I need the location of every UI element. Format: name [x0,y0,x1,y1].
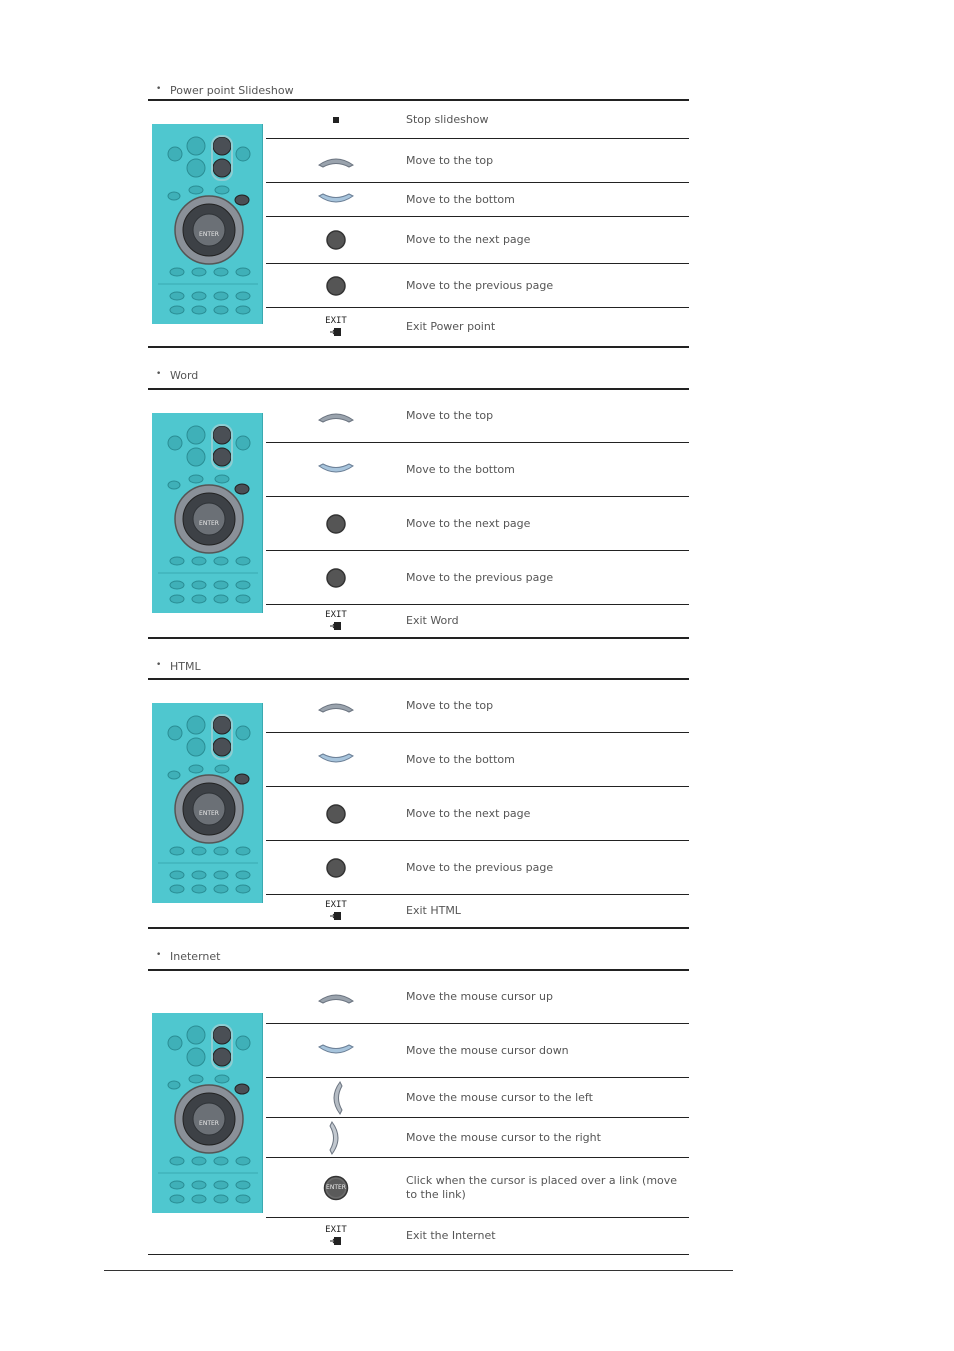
up-arrow-button-icon [306,680,366,732]
round-button-icon [306,787,366,840]
remote-drawing [152,1013,262,1213]
row-description: Move the mouse cursor down [406,1043,569,1057]
row-description: Stop slideshow [406,112,489,126]
row-description: Click when the cursor is placed over a link (move to the link) [406,1173,678,1201]
table-row [266,1078,689,1118]
page-footer-rule [104,1270,733,1271]
table-row [266,264,689,308]
table-row [266,139,689,183]
svg-text:ENTER: ENTER [199,810,219,817]
round-button-icon [306,264,366,307]
exit-icon [306,605,366,637]
svg-text:ENTER: ENTER [199,520,219,527]
exit-label: EXIT [325,316,347,326]
table-row [266,895,689,927]
down-arrow-button-icon [306,443,366,496]
down-arrow-button-icon [306,183,366,216]
row-description: Move to the bottom [406,752,515,766]
row-description: Move to the next page [406,233,531,246]
row-description: Exit Word [406,614,459,627]
table-row [266,841,689,895]
row-description: Move the mouse cursor to the right [406,1130,601,1144]
section-bottom-rule [148,346,689,348]
table-row [266,308,689,346]
section-bottom-rule [148,1254,689,1255]
remote-control-image [152,413,263,613]
table-row [266,390,689,443]
exit-label: EXIT [325,1225,347,1235]
table-row [266,497,689,551]
round-button-icon [306,497,366,550]
remote-control-image [152,1013,263,1213]
table-row [266,1218,689,1254]
table-row [266,443,689,497]
section-html [148,656,689,931]
row-description: Move to the previous page [406,860,554,874]
enter-label: ENTER [326,1183,346,1191]
row-description: Move to the top [406,153,494,167]
section-title: • Word [170,369,198,382]
down-arrow-button-icon [306,733,366,786]
row-description: Move to the bottom [406,462,515,476]
table-row [266,680,689,733]
stop-icon [306,101,366,138]
section-word [148,365,689,640]
section-internet [148,946,689,1258]
svg-text:ENTER: ENTER [199,1120,219,1127]
down-arrow-button-icon [306,1024,366,1077]
table-row [266,101,689,139]
row-description: Move to the top [406,409,494,422]
row-description: Move to the bottom [406,192,515,206]
table-row [266,183,689,217]
table-row [266,605,689,637]
remote-drawing [152,124,262,324]
up-arrow-button-icon [306,390,366,442]
enter-button-icon [306,1158,366,1217]
row-description: Move the mouse cursor up [406,990,553,1003]
up-arrow-button-icon [306,139,366,182]
row-description: Move to the previous page [406,570,554,584]
exit-label: EXIT [325,610,347,620]
round-button-icon [306,551,366,604]
section-title: • Ineternet [170,950,220,963]
row-description: Move to the next page [406,516,531,530]
exit-icon [306,1218,366,1254]
exit-icon [306,308,366,346]
remote-control-image [152,703,263,903]
row-description: Exit Power point [406,320,496,333]
table-row [266,551,689,605]
table-row [266,787,689,841]
row-description: Move the mouse cursor to the left [406,1090,593,1104]
table-row [266,1118,689,1158]
section-bottom-rule [148,637,689,639]
exit-icon [306,895,366,927]
round-button-icon [306,217,366,263]
table-row [266,1158,689,1218]
table-row [266,217,689,264]
row-description: Exit the Internet [406,1229,496,1242]
table-row [266,733,689,787]
section-powerpoint [148,80,689,350]
remote-drawing [152,413,262,613]
exit-label: EXIT [325,900,347,910]
row-description: Move to the top [406,699,494,712]
remote-control-image [152,124,263,324]
section-title: • Power point Slideshow [170,84,294,97]
section-title: • HTML [170,660,201,673]
up-arrow-button-icon [306,971,366,1023]
row-description: Move to the next page [406,806,531,820]
round-button-icon [306,841,366,894]
remote-drawing [152,703,262,903]
section-bottom-rule [148,927,689,929]
left-arrow-button-icon [306,1078,366,1117]
right-arrow-button-icon [306,1118,366,1157]
table-row [266,971,689,1024]
row-description: Move to the previous page [406,278,554,292]
svg-text:ENTER: ENTER [199,231,219,238]
row-description: Exit HTML [406,904,461,917]
table-row [266,1024,689,1078]
